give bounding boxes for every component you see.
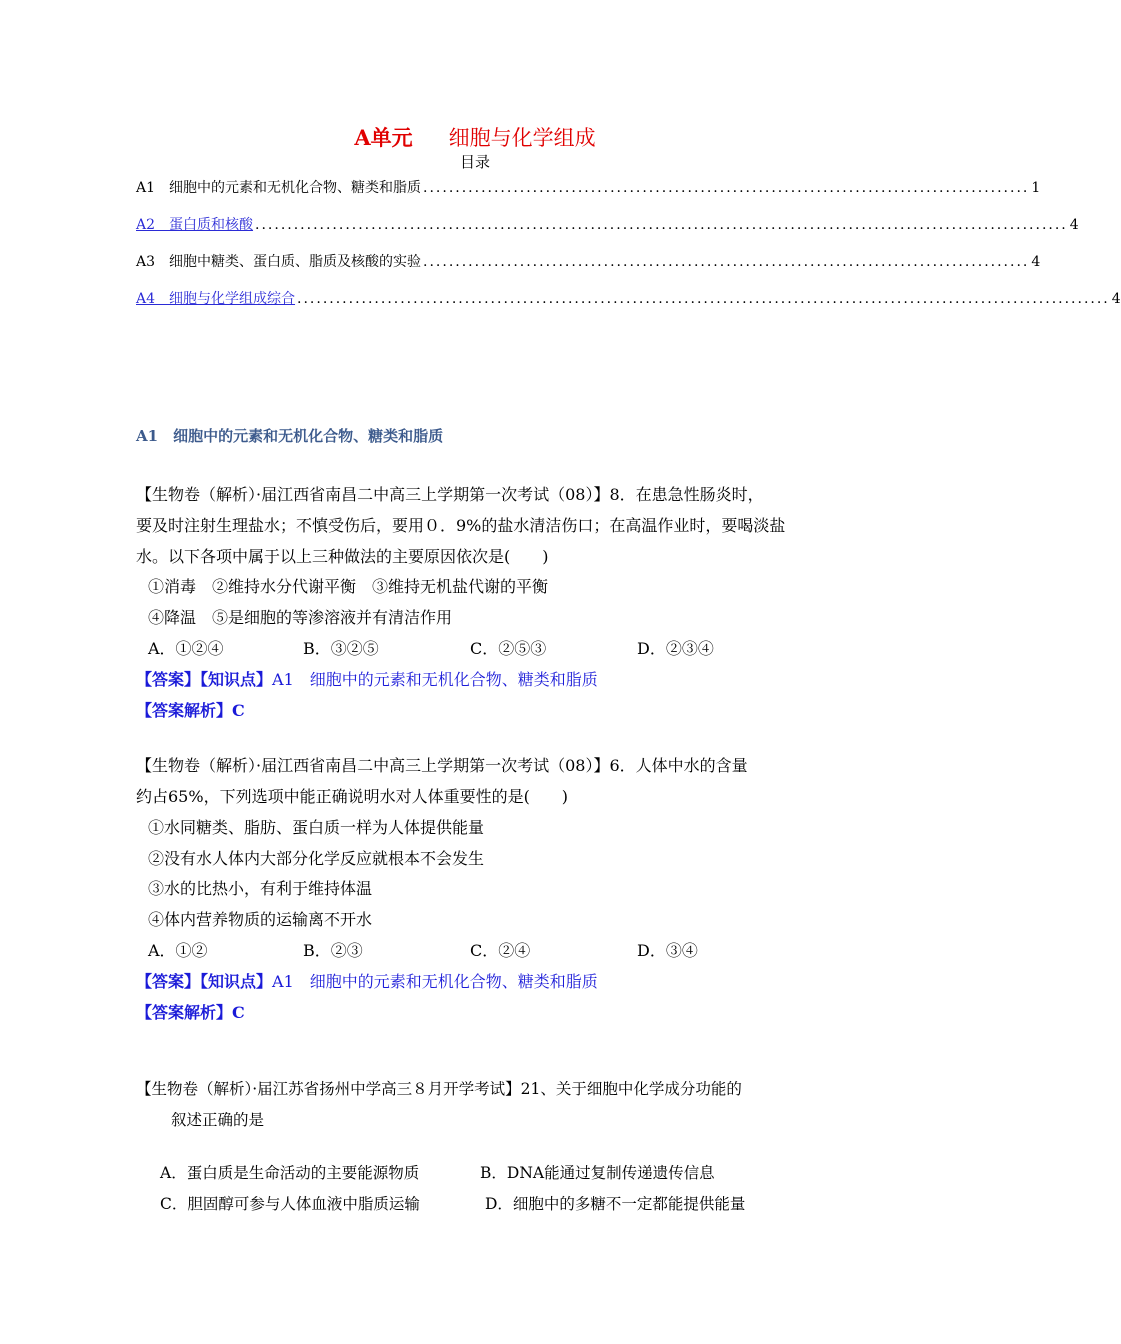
q2-stem-line2: 约占65%，下列选项中能正确说明水对人体重要性的是( ) bbox=[136, 787, 569, 806]
toc-heading: 目录 bbox=[459, 153, 490, 171]
toc-entry-a2[interactable] bbox=[136, 214, 1079, 234]
toc-entry-title[interactable]: A4 细胞与化学组成综合 bbox=[136, 291, 296, 307]
q3-stem-line1: 【生物卷（解析）·届江苏省扬州中学高三８月开学考试】21、关于细胞中化学成分功能的 bbox=[136, 1080, 742, 1098]
toc-entry-a1[interactable] bbox=[136, 177, 1041, 197]
q1-choice-d: D．②③④ bbox=[637, 639, 714, 658]
q2-choice-a: A．①② bbox=[148, 941, 208, 960]
q1-choice-b: B．③②⑤ bbox=[303, 639, 379, 658]
q1-stem-line2: 要及时注射生理盐水；不慎受伤后，要用０．9%的盐水清洁伤口；在高温作业时，要喝淡盐 bbox=[136, 516, 786, 535]
q2-choice-c: C．②④ bbox=[470, 941, 531, 960]
toc-page-number: 1 bbox=[1031, 180, 1041, 196]
title-unit: A单元 bbox=[354, 125, 413, 150]
toc-entry-title: A1 细胞中的元素和无机化合物、糖类和脂质 bbox=[136, 180, 422, 196]
q2-option-1: ①水同糖类、脂肪、蛋白质一样为人体提供能量 bbox=[148, 818, 485, 837]
toc-page-number: 4 bbox=[1111, 291, 1121, 307]
q3-choice-d: D．细胞中的多糖不一定都能提供能量 bbox=[485, 1195, 746, 1213]
q3-choice-c: C．胆固醇可参与人体血液中脂质运输 bbox=[160, 1195, 420, 1213]
toc-leader-dots: .............................................................................................................................. bbox=[255, 217, 1068, 233]
toc-entry-title[interactable]: A2 蛋白质和核酸 bbox=[136, 217, 254, 233]
toc-page-number: 4 bbox=[1069, 217, 1079, 233]
knowledge-point: A1 细胞中的元素和无机化合物、糖类和脂质 bbox=[272, 670, 598, 689]
q1-option-line2: ④降温 ⑤是细胞的等渗溶液并有清洁作用 bbox=[148, 608, 453, 627]
title-subject: 细胞与化学组成 bbox=[448, 126, 596, 150]
toc-entry-a3[interactable] bbox=[136, 251, 1041, 271]
q1-answer-line bbox=[136, 667, 598, 690]
q1-analysis: 【答案解析】C bbox=[136, 701, 245, 720]
q2-option-3: ③水的比热小，有利于维持体温 bbox=[148, 879, 373, 898]
knowledge-point: A1 细胞中的元素和无机化合物、糖类和脂质 bbox=[272, 972, 598, 991]
toc-page-number: 4 bbox=[1031, 254, 1041, 270]
answer-tag: 【答案】【知识点】 bbox=[136, 972, 273, 991]
q1-choice-a: A．①②④ bbox=[148, 639, 224, 658]
toc-leader-dots: .............................................................................................. bbox=[423, 180, 1030, 196]
toc-leader-dots: .............................................................................................. bbox=[423, 254, 1030, 270]
toc-leader-dots: .............................................................................................................................. bbox=[297, 291, 1110, 307]
toc-entry-title: A3 细胞中糖类、蛋白质、脂质及核酸的实验 bbox=[136, 254, 422, 270]
q1-stem-line3: 水。以下各项中属于以上三种做法的主要原因依次是( ) bbox=[136, 547, 549, 566]
q1-choice-c: C．②⑤③ bbox=[470, 639, 547, 658]
section-heading: A1 细胞中的元素和无机化合物、糖类和脂质 bbox=[136, 427, 444, 445]
q1-stem-line1: 【生物卷（解析）·届江西省南昌二中高三上学期第一次考试（08）】8．在患急性肠炎时， bbox=[136, 485, 764, 504]
q2-option-2: ②没有水人体内大部分化学反应就根本不会发生 bbox=[148, 849, 485, 868]
q3-choice-a: A．蛋白质是生命活动的主要能源物质 bbox=[160, 1164, 420, 1182]
q3-stem-line2: 叙述正确的是 bbox=[171, 1111, 265, 1129]
q2-stem-line1: 【生物卷（解析）·届江西省南昌二中高三上学期第一次考试（08）】6．人体中水的含量 bbox=[136, 756, 748, 775]
answer-tag: 【答案】【知识点】 bbox=[136, 670, 273, 689]
document-title bbox=[0, 122, 950, 152]
q1-option-line1: ①消毒 ②维持水分代谢平衡 ③维持无机盐代谢的平衡 bbox=[148, 577, 549, 596]
toc-entry-a4[interactable] bbox=[136, 288, 1121, 308]
q2-choice-b: B．②③ bbox=[303, 941, 363, 960]
q2-analysis: 【答案解析】C bbox=[136, 1003, 245, 1022]
q2-option-4: ④体内营养物质的运输离不开水 bbox=[148, 910, 373, 929]
q2-answer-line bbox=[136, 969, 598, 992]
q2-choice-d: D．③④ bbox=[637, 941, 698, 960]
q3-choice-b: B．DNA能通过复制传递遗传信息 bbox=[480, 1164, 715, 1182]
